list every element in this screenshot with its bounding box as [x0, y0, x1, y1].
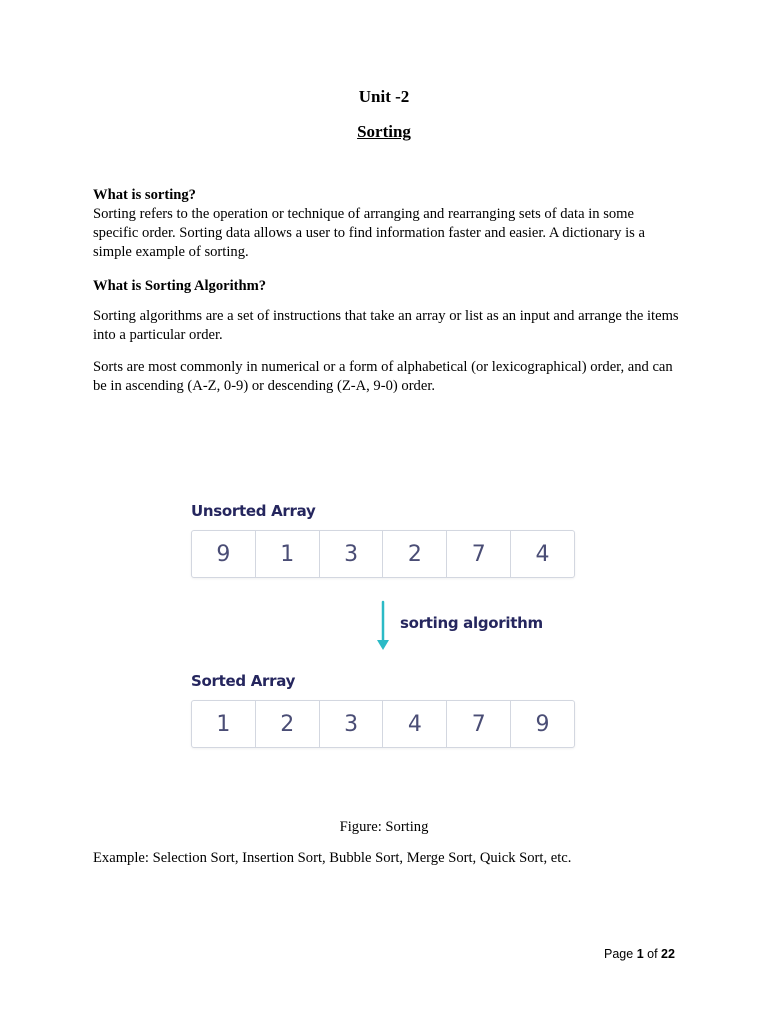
- unsorted-array: [191, 530, 575, 578]
- section-what-is-sorting: [93, 186, 683, 262]
- total-pages: 22: [661, 947, 675, 961]
- page-word: Page: [604, 947, 634, 961]
- current-page: 1: [636, 947, 644, 961]
- example-line: Example: Selection Sort, Insertion Sort, Bubble Sort, Merge Sort, Quick Sort, etc.: [93, 850, 572, 866]
- array-cell: 9: [192, 531, 256, 577]
- topic-title: Sorting: [357, 122, 411, 141]
- down-arrow-icon: [374, 600, 392, 652]
- section-heading: What is Sorting Algorithm?: [93, 278, 267, 294]
- sorting-algorithm-label: sorting algorithm: [400, 614, 543, 632]
- section-paragraph-order: [93, 358, 683, 396]
- array-cell: 2: [383, 531, 447, 577]
- array-cell: 1: [256, 531, 320, 577]
- page-number: [604, 947, 675, 961]
- array-cell: 3: [320, 531, 384, 577]
- array-cell: 4: [535, 541, 550, 567]
- section-paragraph-definition: [93, 307, 683, 345]
- section-heading-algorithm: [93, 277, 683, 296]
- array-cell: 2: [256, 701, 320, 747]
- sorted-array-label: Sorted Array: [191, 672, 296, 690]
- unit-title: Unit -2: [358, 87, 410, 106]
- figure-caption: Figure: Sorting: [339, 819, 429, 835]
- array-cell: 3: [320, 701, 384, 747]
- section-paragraph: Sorts are most commonly in numerical or a form of alphabetical (or lexicographical) order, and can be in ascending (A-Z, 0-9) or descending (Z-A, 9-0) order.: [93, 359, 673, 394]
- sorting-figure: [0, 496, 768, 766]
- array-cell: 9: [535, 711, 550, 737]
- of-word: of: [647, 947, 658, 961]
- array-cell: 7: [447, 701, 511, 747]
- section-paragraph: Sorting algorithms are a set of instructions that take an array or list as an input and arrange the items into a particular order.: [93, 308, 679, 343]
- section-heading: What is sorting?: [93, 187, 196, 203]
- array-cell: 4: [383, 701, 447, 747]
- array-cell: 7: [447, 531, 511, 577]
- array-cell: 1: [192, 701, 256, 747]
- section-paragraph: Sorting refers to the operation or technique of arranging and rearranging sets of data in some specific order. Sorting data allows a user to find information faster and easier. A dictionary is a simple example of sorting.: [93, 206, 645, 260]
- sorted-array: [191, 700, 575, 748]
- unsorted-array-label: Unsorted Array: [191, 502, 316, 520]
